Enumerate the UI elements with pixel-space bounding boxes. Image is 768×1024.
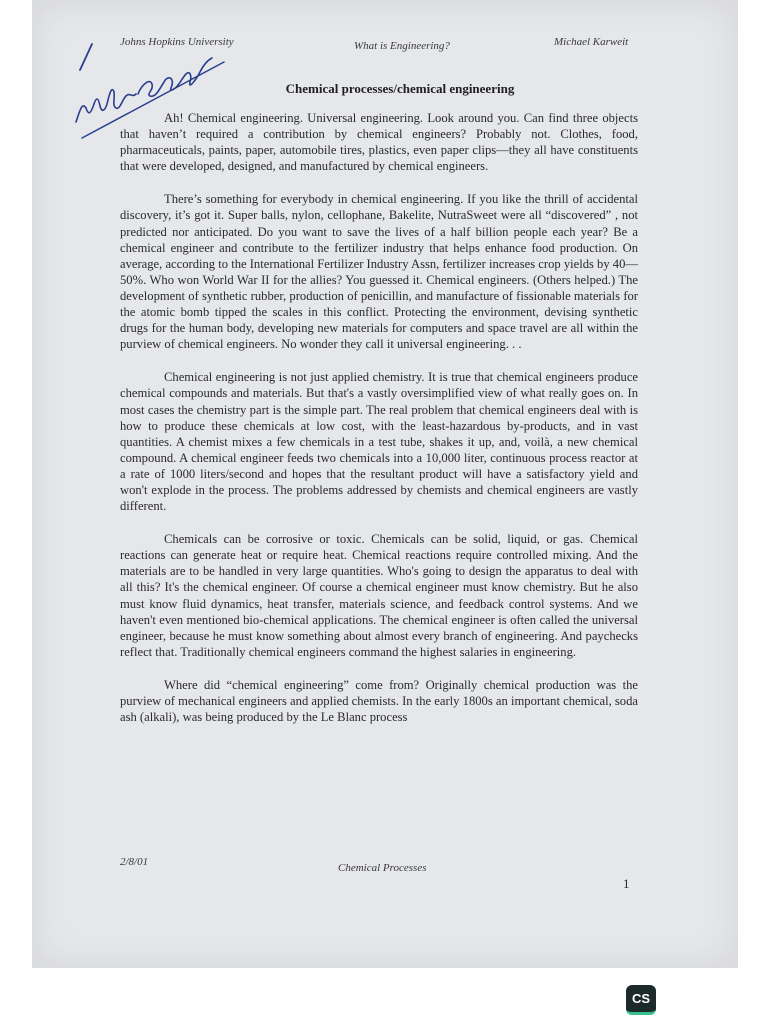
paragraph: Chemical engineering is not just applied chemistry. It is true that chemical engineers produce chemical compounds and materials. But that's a vastly oversimplified view of what really goes on. In most cases the chemistry part is the simple part. The real problem that chemical engineers deal with is how to produce these chemicals at low cost, with the least-hazardous by-products, and in vast quantities. A chemist mixes a few chemicals in a test tube, shakes it up, and, voilà, a new chemical compound. A chemical engineer feeds two chemicals into a 10,000 liter, continuous process reactor at a rate of 1000 liters/second and hopes that the resultant product will have a satisfactory yield and won't explode in the process. The problems addressed by chemists and chemical engineers are vastly different. <box>120 370 638 514</box>
document-body <box>120 110 638 742</box>
footer-section-title: Chemical Processes <box>338 862 427 874</box>
document-page <box>32 0 738 968</box>
paragraph: Chemicals can be corrosive or toxic. Chemicals can be solid, liquid, or gas. Chemical reactions can generate heat or require heat. Chemical reactions require controlled mixing. And the materials are to be handled in very large quantities. Who's going to design the apparatus to deal with all this? It's the chemical engineer. Of course a chemical engineer must know chemistry. But he also must know fluid dynamics, heat transfer, materials science, and feedback control systems. And we haven't even mentioned bio-chemical applications. The chemical engineer is often called the universal engineer, because he must know something about almost every branch of engineering. And paychecks reflect that. Traditionally chemical engineers command the highest salaries in engineering. <box>120 532 638 659</box>
camscanner-logo-icon: CS <box>626 985 656 1015</box>
paragraph: Ah! Chemical engineering. Universal engineering. Look around you. Can find three objects that haven’t required a contribution by chemical engineers? Probably not. Clothes, food, pharmaceuticals, paints, paper, automobile tires, plastics, even paper clips—they all have constituents that were developed, designed, and manufactured by chemical engineers. <box>120 111 638 174</box>
paragraph: Where did “chemical engineering” come from? Originally chemical production was the purview of mechanical engineers and applied chemists. In the early 1800s an important chemical, soda ash (alkali), was being produced by the Le Blanc process <box>120 677 638 725</box>
footer-date: 2/8/01 <box>120 856 149 868</box>
header-course-title: What is Engineering? <box>354 40 450 52</box>
page-number: 1 <box>623 876 630 891</box>
paragraph: There’s something for everybody in chemical engineering. If you like the thrill of accidental discovery, it’s got it. Super balls, nylon, cellophane, Bakelite, NutraSweet were all “discovered” , not predicted nor anticipated. Do you want to save the lives of a half billion people each year? Be a chemical engineer and contribute to the fertilizer industry that helps enhance food production. On average, according to the International Fertilizer Industry Assn, fertilizer increases crop yields by 40—50%. Who won World War II for the allies? You guessed it. Chemical engineers. (Others helped.) The development of synthetic rubber, production of penicillin, and manufacture of fissionable materials for the atomic bomb tipped the scales in this conflict. Protecting the environment, devising synthetic drugs for the human body, developing new materials for computers and space travel are all within the purview of chemical engineers. No wonder they call it universal engineering. . . <box>120 192 638 352</box>
header-institution: Johns Hopkins University <box>120 36 234 48</box>
header-author: Michael Karweit <box>554 36 629 48</box>
document-title: Chemical processes/chemical engineering <box>285 81 515 96</box>
